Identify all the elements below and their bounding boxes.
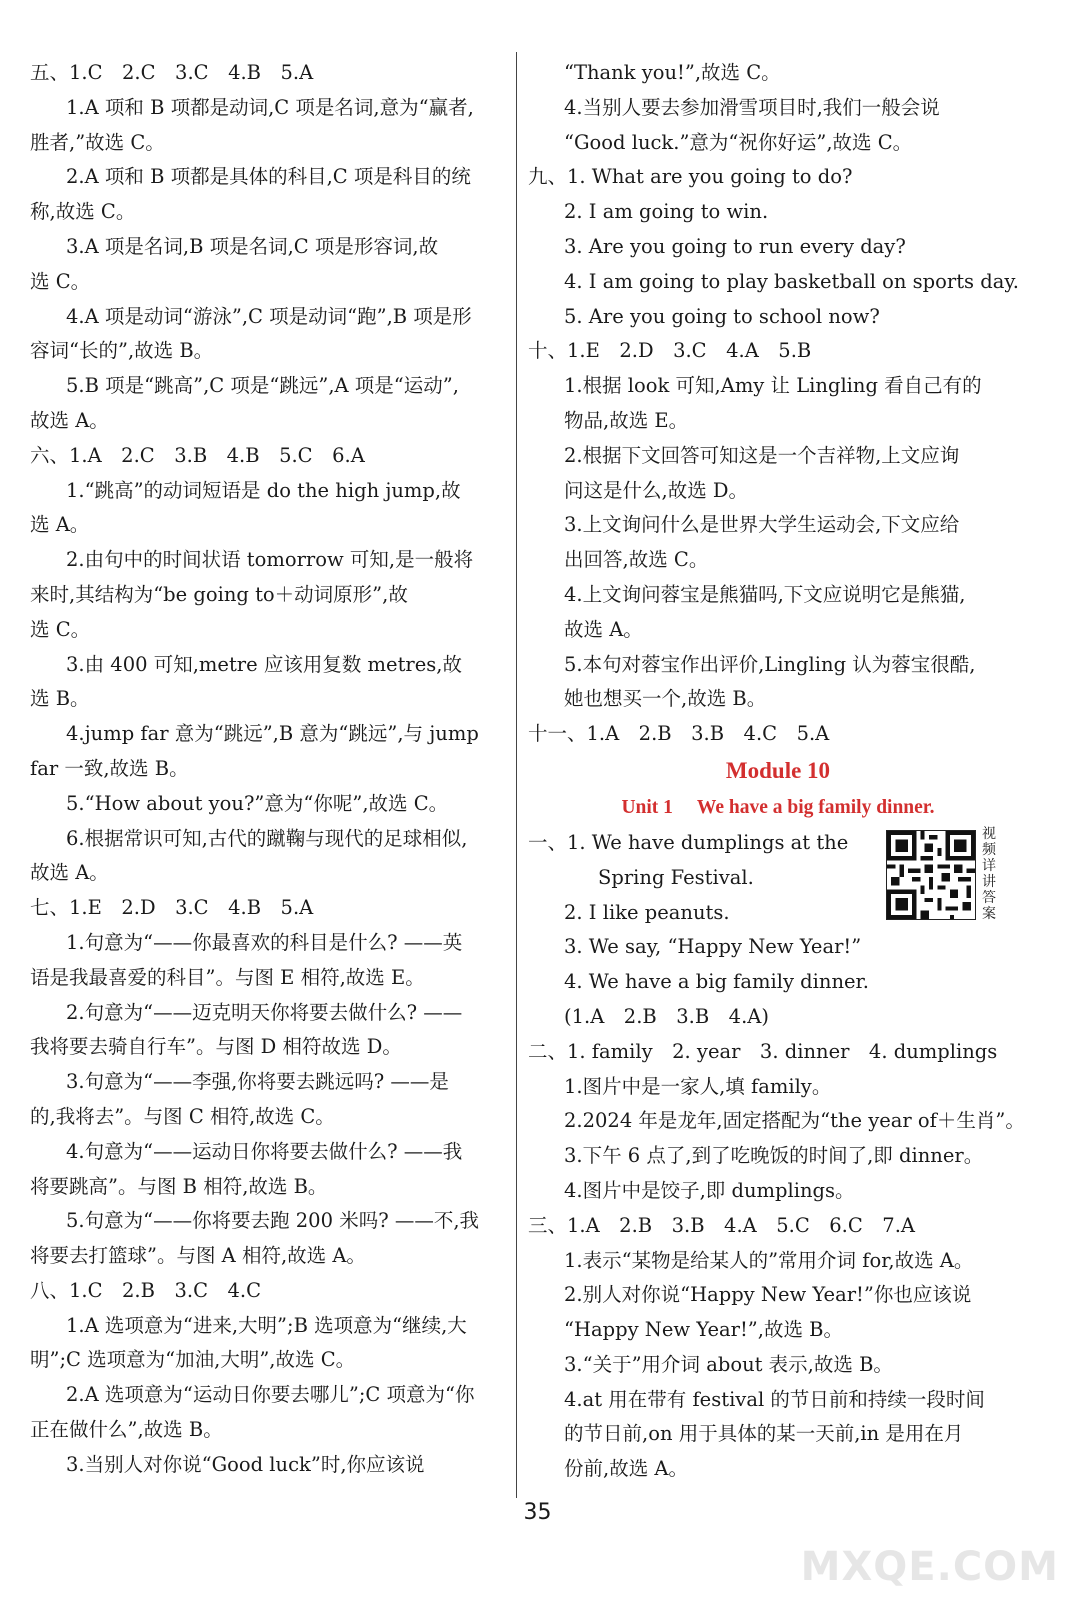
explanation-line: “Good luck.”意为“祝你好运”,故选 C。 [564, 130, 913, 154]
section-answer-line: 十、1.E 2.D 3.C 4.A 5.B [528, 339, 812, 363]
section-answer-line: 选 B。 [30, 687, 90, 711]
explanation-line: 5.B 项是“跳高”,C 项是“跳远”,A 项是“运动”, [66, 374, 459, 398]
section-answer-line: 选 C。 [30, 617, 91, 641]
explanation-line: 4.当别人要去参加滑雪项目时,我们一般会说 [564, 95, 940, 119]
explanation-line: 4.at 用在带有 festival 的节日前和持续一段时间 [564, 1387, 985, 1411]
section-answer-line: 六、1.A 2.C 3.B 4.B 5.C 6.A [30, 443, 365, 467]
watermark-text: MXQE.COM [800, 1544, 1059, 1590]
explanation-line: 1.图片中是一家人,填 family。 [564, 1074, 832, 1098]
explanation-line: 4. We have a big family dinner. [564, 970, 869, 994]
explanation-line: 1.A 项和 B 项都是动词,C 项是名词,意为“赢者, [66, 95, 474, 119]
unit-heading [528, 790, 1028, 826]
explanation-line: 5.本句对蓉宝作出评价,Lingling 认为蓉宝很酷, [564, 652, 976, 676]
explanation-line: 3.句意为“——李强,你将要去跳远吗? ——是 [66, 1070, 449, 1094]
section-answer-line: 我将要去骑自行车”。与图 D 相符故选 D。 [30, 1035, 402, 1059]
qr-code-icon[interactable] [886, 830, 976, 920]
explanation-line: 1.表示“某物是给某人的”常用介词 for,故选 A。 [564, 1248, 974, 1272]
right-top-answers [528, 56, 1028, 752]
section-answer-line: 八、1.C 2.B 3.C 4.C [30, 1278, 262, 1302]
explanation-line: 故选 A。 [564, 617, 643, 641]
section-answer-line: 明”;C 选项意为“加油,大明”,故选 C。 [30, 1348, 356, 1372]
explanation-line: 4. I am going to play basketball on sports day. [564, 269, 1019, 293]
explanation-line: 2.2024 年是龙年,固定搭配为“the year of＋生肖”。 [564, 1109, 1025, 1133]
explanation-line: 4.A 项是动词“游泳”,C 项是动词“跑”,B 项是形 [66, 304, 472, 328]
explanation-line: 3.上文询问什么是世界大学生运动会,下文应给 [564, 513, 960, 537]
explanation-line: 她也想买一个,故选 B。 [564, 687, 767, 711]
explanation-line: 4.上文询问蓉宝是熊猫吗,下文应说明它是熊猫, [564, 582, 966, 606]
explanation-line: 4.句意为“——运动日你将要去做什么? ——我 [66, 1139, 463, 1163]
section-answer-line: 九、1. What are you going to do? [528, 165, 853, 189]
section-answer-line: 的,我将去”。与图 C 相符,故选 C。 [30, 1104, 335, 1128]
explanation-line: 1.根据 look 可知,Amy 让 Lingling 看自己有的 [564, 374, 982, 398]
section-answer-line: 正在做什么”,故选 B。 [30, 1418, 223, 1442]
section-answer-line: 称,故选 C。 [30, 200, 136, 224]
section-answer-line: 胜者,”故选 C。 [30, 130, 165, 154]
right-column [528, 56, 1028, 1487]
explanation-line: 3. Are you going to run every day? [564, 234, 906, 258]
section-answer-line: 语是我最喜爱的科目”。与图 E 相符,故选 E。 [30, 965, 425, 989]
explanation-line: 问这是什么,故选 D。 [564, 478, 749, 502]
explanation-line: Spring Festival. [598, 865, 754, 889]
explanation-line: “Happy New Year!”,故选 B。 [564, 1318, 843, 1342]
section-answer-line: 五、1.C 2.C 3.C 4.B 5.A [30, 61, 314, 84]
unit-answers [528, 826, 1028, 1487]
explanation-line: 2.别人对你说“Happy New Year!”你也应该说 [564, 1283, 972, 1307]
section-answer-line: 二、1. family 2. year 3. dinner 4. dumplings [528, 1039, 998, 1063]
qr-code-block[interactable] [886, 826, 1020, 922]
explanation-line: 4.jump far 意为“跳远”,B 意为“跳远”,与 jump [66, 722, 479, 746]
explanation-line: 2.根据下文回答可知这是一个吉祥物,上文应询 [564, 443, 960, 467]
qr-caption: 视频详讲答案 [982, 825, 996, 922]
module-title: Module 10 [725, 757, 831, 783]
explanation-line: 4.图片中是饺子,即 dumplings。 [564, 1178, 855, 1202]
section-answer-line: 三、1.A 2.B 3.B 4.A 5.C 6.C 7.A [528, 1213, 915, 1237]
explanation-line: (1.A 2.B 3.B 4.A) [564, 1004, 769, 1028]
section-answer-line: 一、1. We have dumplings at the [528, 830, 849, 854]
section-answer-line: 故选 A。 [30, 408, 109, 432]
explanation-line: 1.A 选项意为“进来,大明”;B 选项意为“继续,大 [66, 1313, 467, 1337]
section-answer-line: 来时,其结构为“be going to＋动词原形”,故 [30, 582, 408, 606]
explanation-line: 3.A 项是名词,B 项是名词,C 项是形容词,故 [66, 234, 439, 258]
section-answer-line: 选 C。 [30, 269, 91, 293]
unit-title: We have a big family dinner. [696, 796, 935, 818]
column-divider [516, 52, 517, 1498]
explanation-line: 2. I like peanuts. [564, 900, 730, 924]
explanation-line: 3.当别人对你说“Good luck”时,你应该说 [66, 1452, 425, 1476]
explanation-line: 的节日前,on 用于具体的某一天前,in 是用在月 [564, 1422, 964, 1446]
explanation-line: 5.“How about you?”意为“你呢”,故选 C。 [66, 791, 449, 815]
section-answer-line: far 一致,故选 B。 [30, 756, 189, 780]
section-answer-line: 将要去打篮球”。与图 A 相符,故选 A。 [30, 1244, 366, 1268]
unit-label: Unit 1 [621, 796, 673, 818]
explanation-line: 5.句意为“——你将要去跑 200 米吗? ——不,我 [66, 1209, 480, 1233]
left-column [30, 56, 510, 1483]
explanation-line: 份前,故选 A。 [564, 1457, 688, 1481]
explanation-line: 1.句意为“——你最喜欢的科目是什么? ——英 [66, 930, 463, 954]
explanation-line: 2.由句中的时间状语 tomorrow 可知,是一般将 [66, 548, 474, 572]
explanation-line: 出回答,故选 C。 [564, 548, 709, 572]
explanation-line: 3. We say, “Happy New Year!” [564, 935, 862, 959]
explanation-line: 物品,故选 E。 [564, 408, 689, 432]
explanation-line: 3.下午 6 点了,到了吃晚饭的时间了,即 dinner。 [564, 1144, 984, 1168]
explanation-line: 5. Are you going to school now? [564, 304, 880, 328]
explanation-line: 6.根据常识可知,古代的蹴鞠与现代的足球相似, [66, 826, 468, 850]
watermark-logo [800, 1500, 1069, 1596]
explanation-line: “Thank you!”,故选 C。 [564, 61, 781, 84]
explanation-line: 3.“关于”用介词 about 表示,故选 B。 [564, 1352, 893, 1376]
section-answer-line: 将要跳高”。与图 B 相符,故选 B。 [30, 1174, 328, 1198]
section-answer-line: 选 A。 [30, 513, 90, 537]
section-answer-line: 故选 A。 [30, 861, 109, 885]
explanation-line: 3.由 400 可知,metre 应该用复数 metres,故 [66, 652, 462, 676]
section-answer-line: 七、1.E 2.D 3.C 4.B 5.A [30, 896, 314, 920]
explanation-line: 2.句意为“——迈克明天你将要去做什么? —— [66, 1000, 463, 1024]
page-number: 35 [523, 1500, 552, 1525]
section-answer-line: 十一、1.A 2.B 3.B 4.C 5.A [528, 722, 830, 746]
explanation-line: 2. I am going to win. [564, 200, 769, 224]
explanation-line: 2.A 选项意为“运动日你要去哪儿”;C 项意为“你 [66, 1383, 475, 1407]
section-answer-line: 容词“长的”,故选 B。 [30, 339, 214, 363]
explanation-line: 2.A 项和 B 项都是具体的科目,C 项是科目的统 [66, 165, 471, 189]
explanation-line: 1.“跳高”的动词短语是 do the high jump,故 [66, 478, 461, 502]
